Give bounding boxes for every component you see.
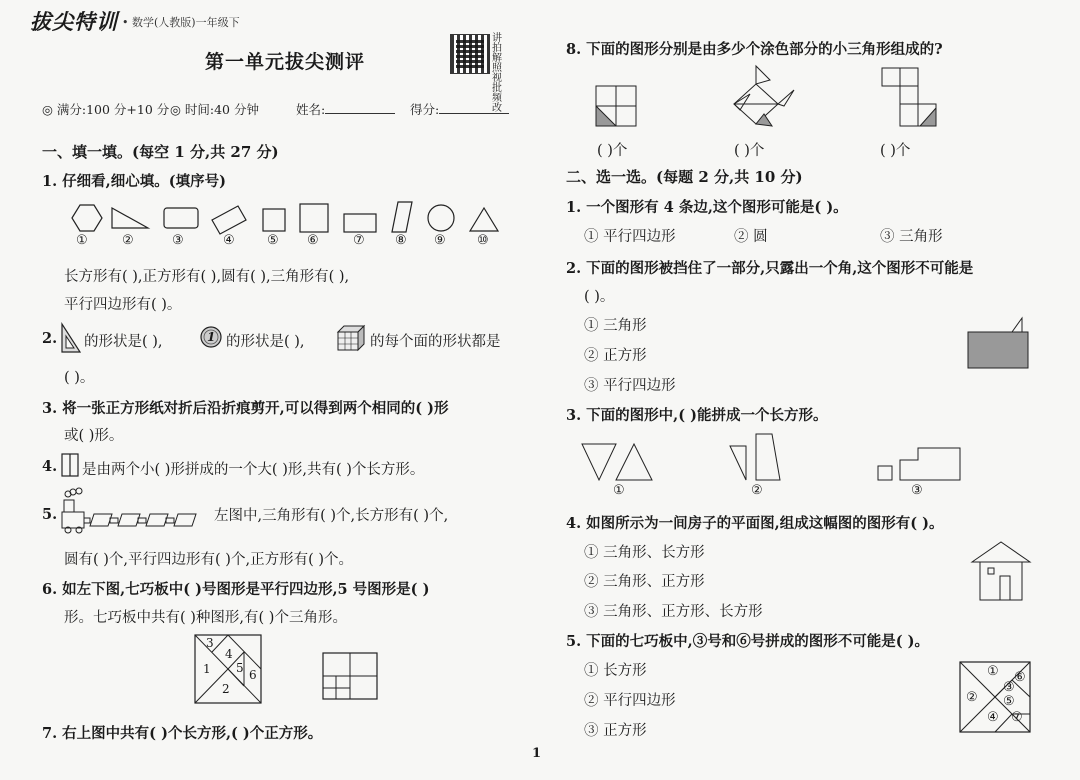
rectangle-shape	[344, 214, 376, 232]
page-number: 1	[532, 746, 542, 761]
qr-caption: 讲拍解照视批频改	[492, 33, 502, 114]
tilted-rect-shape	[212, 206, 246, 234]
tangram-number: 6	[249, 668, 257, 682]
coin-digit: 1	[207, 330, 216, 344]
q8-blank-2[interactable]: ( )个	[734, 143, 765, 159]
q2-part1: 的形状是( ),	[84, 334, 163, 350]
q6-line2: 形。七巧板中共有( )种图形,有( )个三角形。	[64, 610, 347, 626]
q8-blank-3[interactable]: ( )个	[880, 143, 911, 159]
s2-q5-stem: 5. 下面的七巧板中,③号和⑥号拼成的图形不可能是( )。	[566, 633, 930, 650]
name-field[interactable]: 姓名:	[296, 100, 395, 118]
series-label: • 数学(人教版)一年级下	[122, 16, 240, 29]
s2-q3-figures	[580, 430, 970, 490]
s2-q1-option[interactable]: ① 平行四边形	[584, 229, 676, 245]
tangram-label: ⑤	[1003, 694, 1015, 709]
q5-line2: 圆有( )个,平行四边形有( )个,正方形有( )个。	[64, 552, 353, 568]
s2-q4-stem: 4. 如图所示为一间房子的平面图,组成这幅图的图形有( )。	[566, 515, 944, 532]
full-marks: ◎ 满分:100 分+10 分	[42, 102, 170, 117]
tangram-number: 3	[206, 636, 214, 650]
q8-figure-2	[734, 66, 794, 126]
shape-label: ⑩	[477, 233, 489, 248]
q5-line1: 左图中,三角形有( )个,长方形有( )个,	[214, 508, 449, 524]
tangram-label: ⑦	[1011, 710, 1023, 725]
shape-label: ⑧	[395, 233, 407, 248]
s2-q2-option[interactable]: ① 三角形	[584, 318, 647, 334]
shape-label: ①	[76, 233, 88, 248]
q8-stem: 8. 下面的图形分别是由多少个涂色部分的小三角形组成的?	[566, 41, 943, 58]
section2-heading: 二、选一选。(每题 2 分,共 10 分)	[566, 168, 803, 186]
s2-q4-option[interactable]: ③ 三角形、正方形、长方形	[584, 604, 763, 620]
s2-q3-label: ③	[911, 483, 923, 498]
hexagon-shape	[72, 205, 102, 231]
shape-label: ⑥	[307, 233, 319, 248]
score-field[interactable]: 得分:	[410, 100, 509, 118]
square-shape	[300, 204, 328, 232]
tangram-label: ④	[987, 710, 999, 725]
grid-squares-figure	[322, 652, 380, 702]
s2-q2-line1: 2. 下面的图形被挡住了一部分,只露出一个角,这个图形不可能是	[566, 260, 974, 277]
split-rectangle-figure	[60, 452, 82, 478]
rounded-rect-shape	[164, 208, 198, 228]
q4-number: 4.	[42, 458, 58, 475]
right-triangle-shape	[112, 208, 148, 228]
q7-text: 7. 右上图中共有( )个长方形,( )个正方形。	[42, 725, 323, 742]
q8-blank-1[interactable]: ( )个	[597, 143, 628, 159]
s2-q2-option[interactable]: ② 正方形	[584, 348, 647, 364]
s2-q1-option[interactable]: ② 圆	[734, 229, 768, 245]
section1-heading: 一、填一填。(每空 1 分,共 27 分)	[42, 143, 279, 161]
s2-q5-option[interactable]: ① 长方形	[584, 663, 647, 679]
shape-label: ②	[122, 233, 134, 248]
tangram-label: ③	[1003, 680, 1015, 695]
tangram-label: ②	[966, 690, 978, 705]
s2-q1-option[interactable]: ③ 三角形	[880, 229, 943, 245]
s2-q4-option[interactable]: ① 三角形、长方形	[584, 545, 705, 561]
s2-q3-stem: 3. 下面的图形中,( )能拼成一个长方形。	[566, 407, 828, 424]
s2-q4-option[interactable]: ② 三角形、正方形	[584, 574, 705, 590]
tangram-label: ①	[987, 664, 999, 679]
shape-label: ④	[223, 233, 235, 248]
time-limit: ◎ 时间:40 分钟	[170, 102, 259, 117]
circle-shape	[428, 205, 454, 231]
q8-figure-3	[882, 68, 936, 126]
s2-q2-option[interactable]: ③ 平行四边形	[584, 378, 676, 394]
s2-q2-line2: ( )。	[584, 289, 615, 305]
s2-q5-option[interactable]: ③ 正方形	[584, 723, 647, 739]
q6-line1: 6. 如左下图,七巧板中( )号图形是平行四边形,5 号图形是( )	[42, 581, 430, 598]
tangram-number: 4	[225, 647, 233, 661]
parallelogram-shape	[392, 202, 412, 232]
q3-line2: 或( )形。	[64, 428, 124, 444]
s2-q3-label: ①	[613, 483, 625, 498]
brand-logo: 拔尖特训	[30, 10, 118, 34]
set-square-icon	[60, 322, 82, 354]
s2-q3-label: ②	[751, 483, 763, 498]
shape-label: ⑦	[353, 233, 365, 248]
cube-icon	[336, 324, 366, 352]
q8-figure-1	[596, 86, 636, 126]
tangram-number: 5	[236, 661, 244, 675]
shape-label: ③	[172, 233, 184, 248]
shape-label: ⑨	[434, 233, 446, 248]
hidden-shape-figure	[966, 314, 1032, 370]
s2-q1-stem: 1. 一个图形有 4 条边,这个图形可能是( )。	[566, 199, 848, 216]
q1-line1: 长方形有( ),正方形有( ),圆有( ),三角形有( ),	[64, 269, 350, 285]
q3-line1: 3. 将一张正方形纸对折后沿折痕剪开,可以得到两个相同的( )形	[42, 400, 449, 417]
q2-number: 2.	[42, 330, 58, 347]
page-title: 第一单元拔尖测评	[205, 51, 366, 73]
q1-line2: 平行四边形有( )。	[64, 297, 182, 313]
tangram-label: ⑥	[1014, 670, 1026, 685]
q4-text: 是由两个小( )形拼成的一个大( )形,共有( )个长方形。	[82, 462, 425, 478]
shape-label: ⑤	[267, 233, 279, 248]
q2-part2: 的形状是( ),	[226, 334, 305, 350]
triangle-shape	[470, 208, 498, 231]
q8-figures	[590, 64, 950, 134]
q5-number: 5.	[42, 506, 58, 523]
tangram-number: 1	[203, 662, 211, 676]
house-figure	[970, 540, 1032, 602]
q2-part3: 的每个面的形状都是	[370, 334, 501, 350]
train-figure	[60, 488, 210, 536]
small-square-shape	[263, 209, 285, 231]
s2-q5-option[interactable]: ② 平行四边形	[584, 693, 676, 709]
tangram-number: 2	[222, 682, 230, 696]
q2-line2: ( )。	[64, 370, 95, 386]
q1-stem: 1. 仔细看,细心填。(填序号)	[42, 173, 226, 190]
